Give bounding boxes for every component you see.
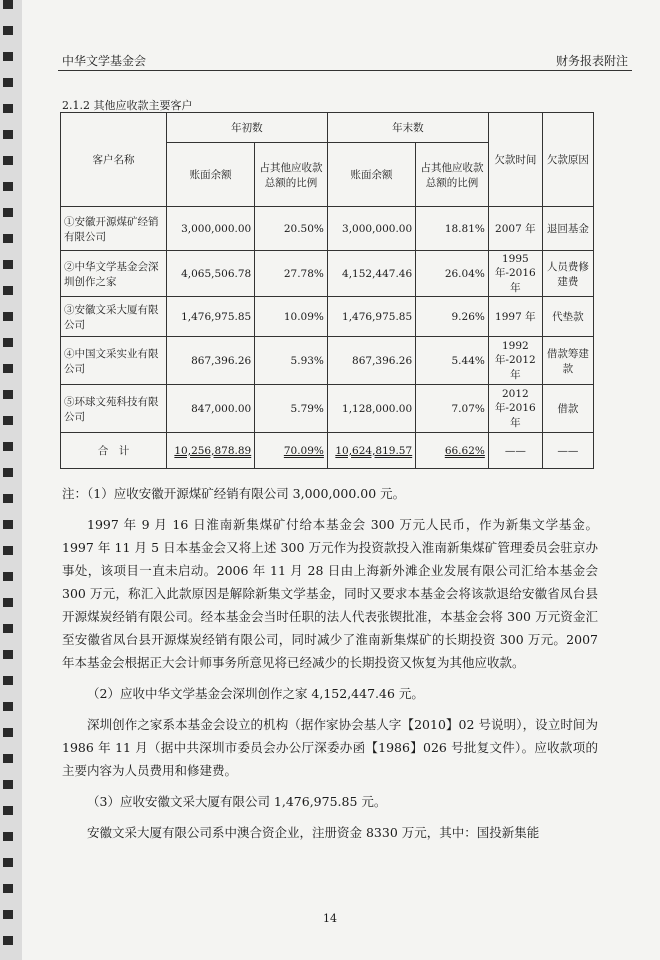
debt-time: 1995 年-2016 年 <box>488 251 542 297</box>
group-begin-header: 年初数 <box>166 113 327 143</box>
begin-ratio: 5.93% <box>255 337 328 385</box>
col-begin-ratio-header: 占其他应收款总额的比例 <box>255 143 328 207</box>
debt-time: 1997 年 <box>488 297 542 337</box>
debt-time: 2012 年-2016 年 <box>488 385 542 433</box>
customer-name: ⑤环球文苑科技有限公司 <box>61 385 167 433</box>
debt-time: 2007 年 <box>488 207 542 251</box>
page-number: 14 <box>323 912 337 925</box>
debt-time: 1992 年-2012 年 <box>488 337 542 385</box>
col-customer-header: 客户名称 <box>61 113 167 207</box>
total-begin-amount: 10,256,878.89 <box>174 444 252 457</box>
table-row <box>61 385 594 433</box>
section-title: 2.1.2 其他应收款主要客户 <box>62 99 193 112</box>
begin-ratio: 5.79% <box>255 385 328 433</box>
end-amount: 3,000,000.00 <box>327 207 415 251</box>
begin-ratio: 10.09% <box>255 297 328 337</box>
binding-spiral <box>0 0 22 960</box>
total-reason: —— <box>542 433 593 469</box>
begin-amount: 3,000,000.00 <box>166 207 254 251</box>
debt-reason: 借款筹建款 <box>542 337 593 385</box>
end-amount: 1,476,975.85 <box>327 297 415 337</box>
end-amount: 1,128,000.00 <box>327 385 415 433</box>
table-row <box>61 251 594 297</box>
note-3-title: （3）应收安徽文采大厦有限公司 1,476,975.85 元。 <box>87 794 387 809</box>
end-amount: 867,396.26 <box>327 337 415 385</box>
debt-reason: 退回基金 <box>542 207 593 251</box>
total-end-ratio: 66.62% <box>444 444 485 457</box>
begin-ratio: 20.50% <box>255 207 328 251</box>
col-time-header: 欠款时间 <box>488 113 542 207</box>
begin-amount: 1,476,975.85 <box>166 297 254 337</box>
end-ratio: 18.81% <box>416 207 489 251</box>
col-begin-balance-header: 账面余额 <box>166 143 254 207</box>
table-row <box>61 337 594 385</box>
col-end-balance-header: 账面余额 <box>327 143 415 207</box>
note-3-body: 安徽文采大厦有限公司系中澳合资企业，注册资金 8330 万元，其中：国投新集能 <box>87 825 540 840</box>
debt-reason: 人员费修建费 <box>542 251 593 297</box>
header-org-name: 中华文学基金会 <box>62 54 147 68</box>
customer-name: ②中华文学基金会深圳创作之家 <box>61 251 167 297</box>
table-row <box>61 207 594 251</box>
begin-amount: 847,000.00 <box>166 385 254 433</box>
customer-name: ①安徽开源煤矿经销有限公司 <box>61 207 167 251</box>
total-begin-ratio: 70.09% <box>283 444 324 457</box>
begin-amount: 867,396.26 <box>166 337 254 385</box>
total-label: 合 计 <box>61 433 167 469</box>
note-1-body: 1997 年 9 月 16 日淮南新集煤矿付给本基金会 300 万元人民币，作为新集文学基金。1997 年 11 月 5 日本基金会又将上述 300 万元作为投资款投入淮南新集煤矿管理委员会驻京办事处，该项目一直未启动。2006 年 11 月 28 日由上海新外滩企业发展有限公司汇给本基金会 300 万元，称汇入此款原因是解除新集文学基金，同时又要求本基金会将该款退给安徽省凤台县开源煤炭经销有限公司。经本基金会当时任职的法人代表张锲批准，本基金会将 300 万元资金汇至安徽省凤台县开源煤炭经销有限公司，同时减少了淮南新集煤矿的长期投资 300 万元。2007 年本基金会根据正大会计师事务所意见将已经减少的长期投资又恢复为其他应收款。 <box>62 517 598 670</box>
col-reason-header: 欠款原因 <box>542 113 593 207</box>
page-header <box>58 50 632 71</box>
end-ratio: 26.04% <box>416 251 489 297</box>
note-2-body: 深圳创作之家系本基金会设立的机构（据作家协会基人字【2010】02 号说明），设立时间为 1986 年 11 月（据中共深圳市委员会办公厅深委办函【1986】026 号批复文件）。应收款项的主要内容为人员费用和修建费。 <box>62 717 598 778</box>
table-total-row <box>61 433 594 469</box>
end-ratio: 5.44% <box>416 337 489 385</box>
begin-ratio: 27.78% <box>255 251 328 297</box>
customer-name: ③安徽文采大厦有限公司 <box>61 297 167 337</box>
debt-reason: 代垫款 <box>542 297 593 337</box>
begin-amount: 4,065,506.78 <box>166 251 254 297</box>
customer-name: ④中国文采实业有限公司 <box>61 337 167 385</box>
col-end-ratio-header: 占其他应收款总额的比例 <box>416 143 489 207</box>
group-end-header: 年末数 <box>327 113 488 143</box>
note-1-title: 注：（1）应收安徽开源煤矿经销有限公司 3,000,000.00 元。 <box>62 486 406 501</box>
total-time: —— <box>488 433 542 469</box>
end-ratio: 9.26% <box>416 297 489 337</box>
note-2-title: （2）应收中华文学基金会深圳创作之家 4,152,447.46 元。 <box>87 686 424 701</box>
end-ratio: 7.07% <box>416 385 489 433</box>
end-amount: 4,152,447.46 <box>327 251 415 297</box>
receivables-table <box>60 112 594 469</box>
total-end-amount: 10,624,819.57 <box>335 444 413 457</box>
debt-reason: 借款 <box>542 385 593 433</box>
notes-block <box>62 482 598 844</box>
table-row <box>61 297 594 337</box>
header-doc-type: 财务报表附注 <box>555 54 628 68</box>
